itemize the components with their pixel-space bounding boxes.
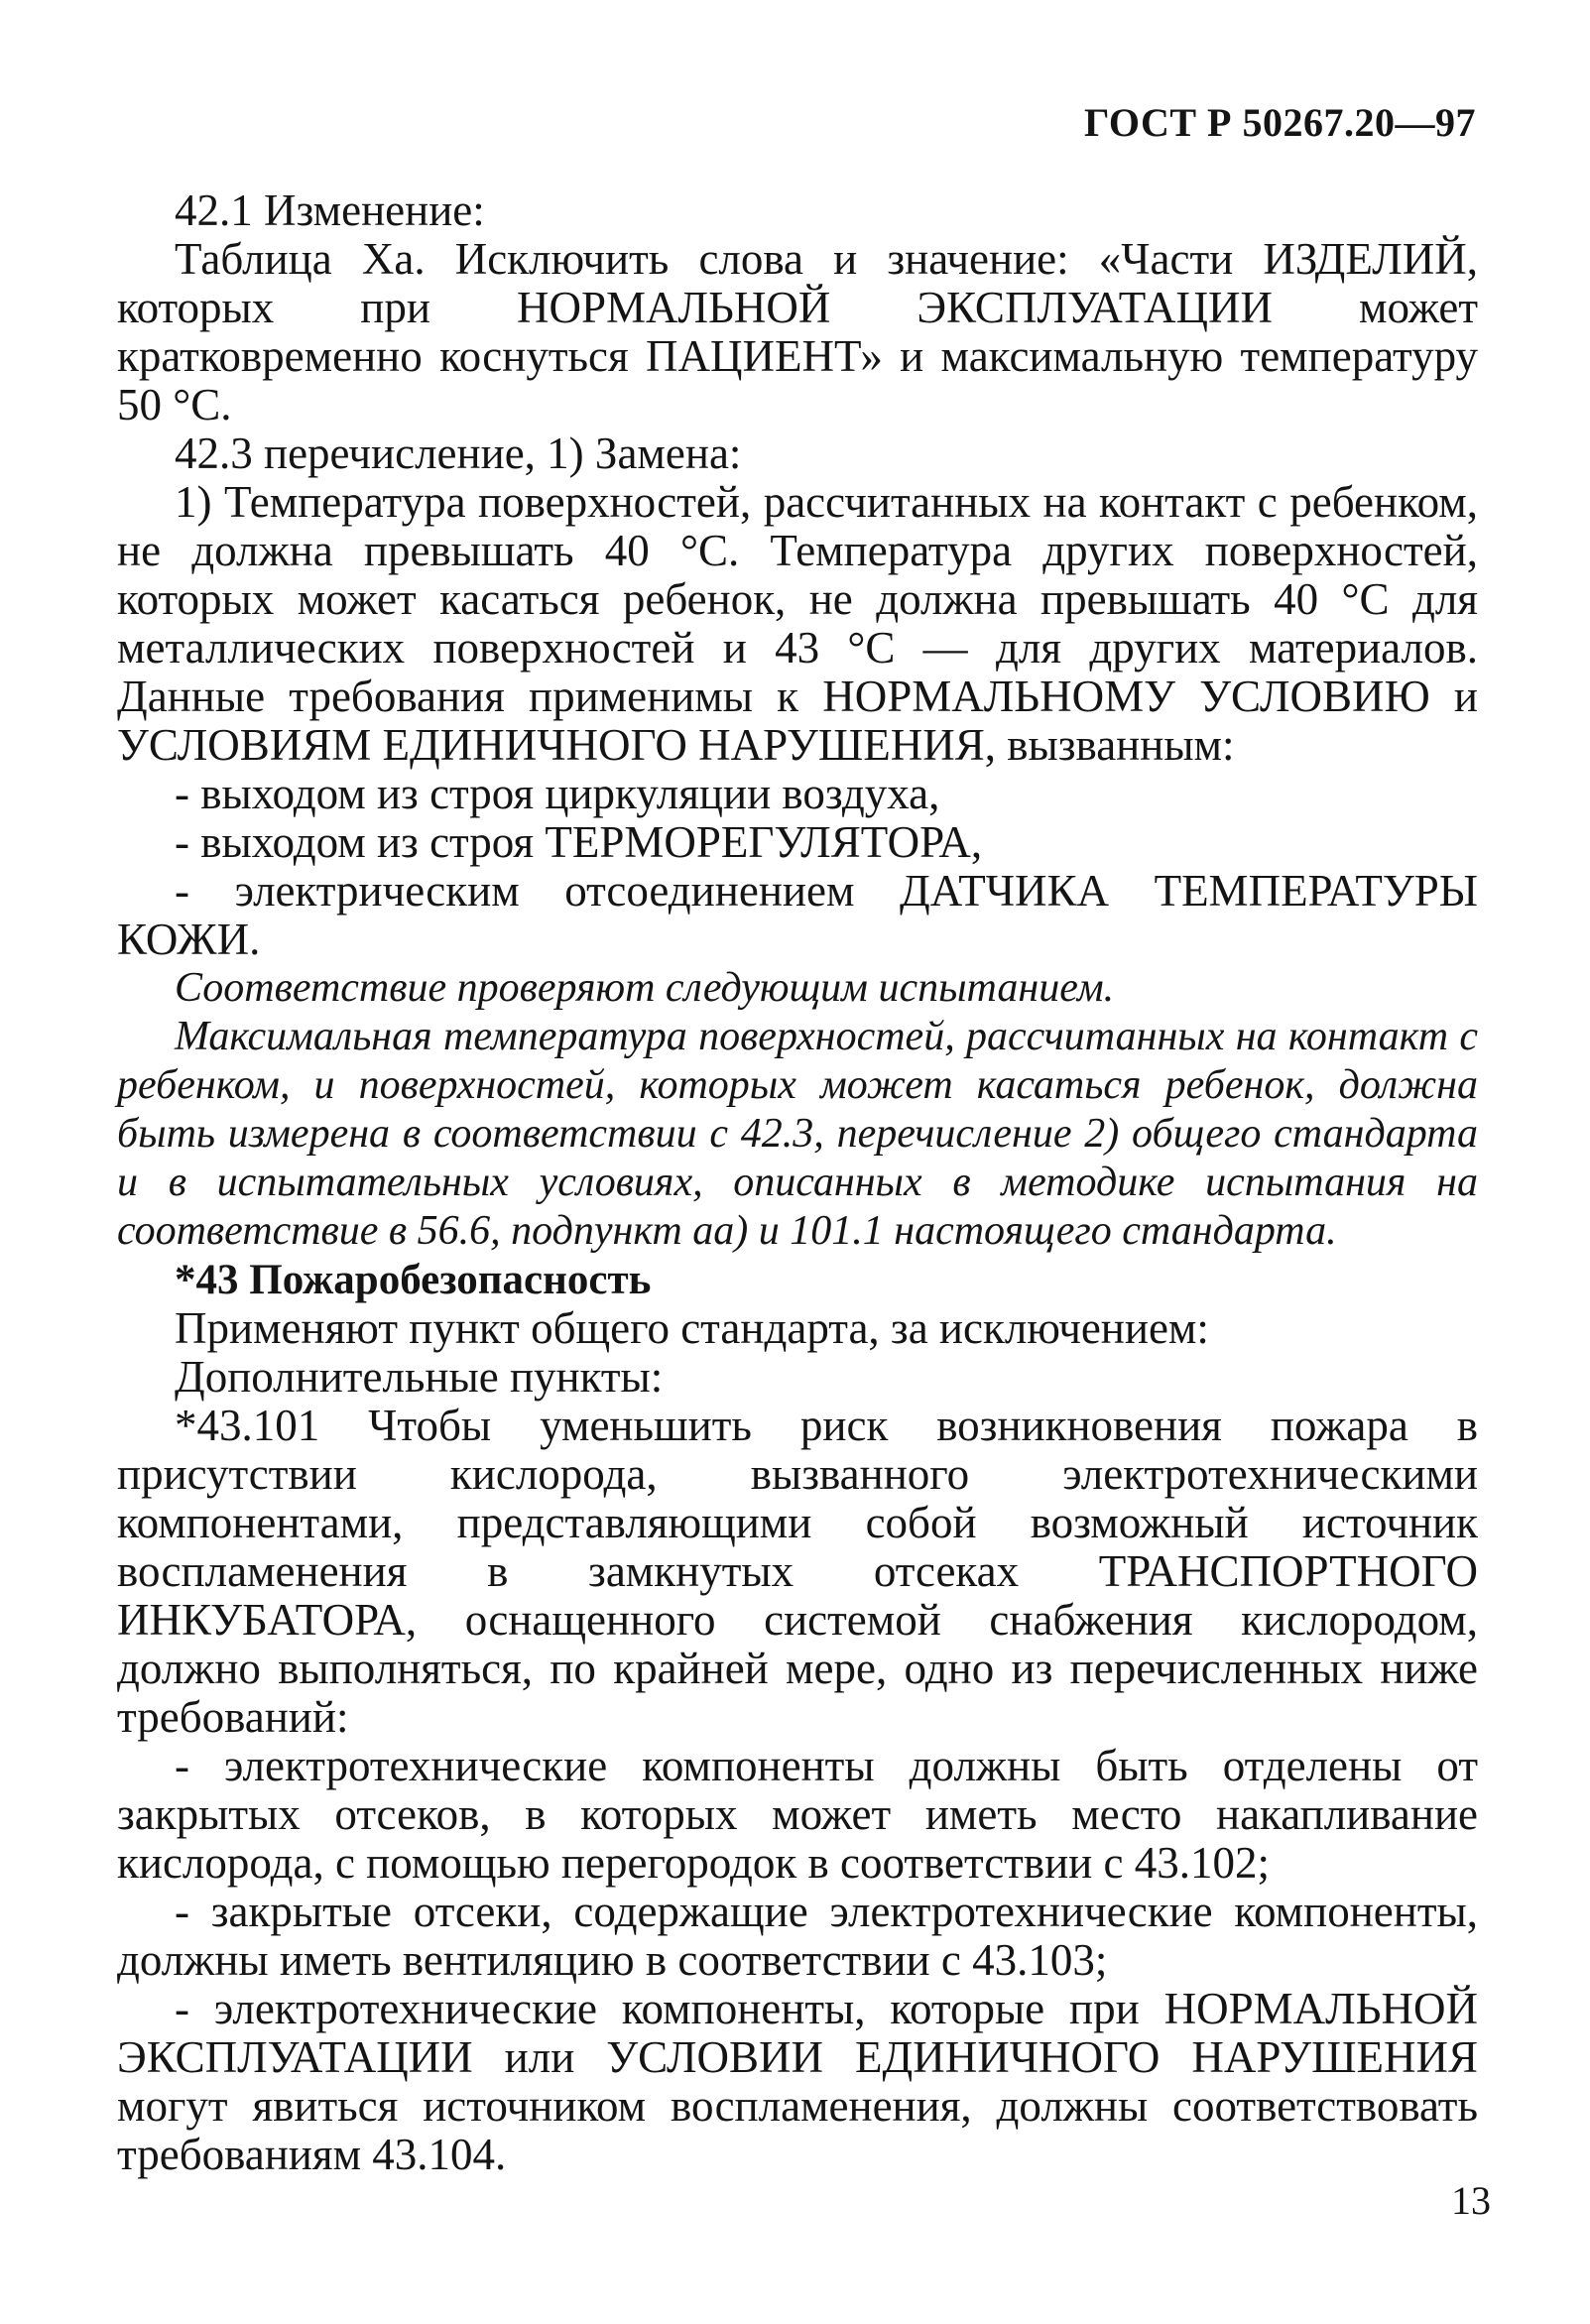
clause-42-3-title: 42.3 перечисление, 1) Замена: <box>175 428 742 478</box>
document-body <box>117 186 1478 2179</box>
additional-clauses-label: Дополнительные пункты: <box>175 1352 664 1402</box>
clause-42-1-text: Таблица Ха. Исключить слова и значение: «Части ИЗДЕЛИЙ, которых при НОРМАЛЬНОЙ ЭКСПЛУАТАЦИИ может кратковременно коснуться ПАЦИЕНТ» и максимальную температуру 50 °С. <box>117 234 1478 429</box>
list-item: - выходом из строя циркуляции воздуха, <box>175 769 940 818</box>
clause-42-3-text: 1) Температура поверхностей, рассчитанных на контакт с ребенком, не должна превышать 40 °С. Температура других поверхностей, которых может касаться ребенок, не должна превышать 40 °С для металлических поверхностей и 43 °С — для других материалов. Данные требования применимы к НОРМАЛЬНОМУ УСЛОВИЮ и УСЛОВИЯМ ЕДИНИЧНОГО НАРУШЕНИЯ, вызванным: <box>117 477 1478 770</box>
list-item: - выходом из строя ТЕРМОРЕГУЛЯТОРА, <box>175 817 983 867</box>
clause-43-intro: Применяют пункт общего стандарта, за исключением: <box>175 1303 1209 1353</box>
clause-42-1-title: 42.1 Изменение: <box>175 185 485 235</box>
list-item: - электрическим отсоединением ДАТЧИКА ТЕМПЕРАТУРЫ КОЖИ. <box>117 866 1478 964</box>
list-item: - электротехнические компоненты должны быть отделены от закрытых отсеков, в которых может иметь место накапливание кислорода, с помощью перегородок в соответствии с 43.102; <box>117 1741 1478 1888</box>
section-43-heading: *43 Пожаробезопасность <box>175 1257 652 1303</box>
document-header-standard-id: ГОСТ Р 50267.20—97 <box>1083 100 1476 145</box>
page-number: 13 <box>1451 2178 1491 2223</box>
compliance-check-note: Соответствие проверяют следующим испытанием. <box>175 965 1115 1011</box>
list-item: - закрытые отсеки, содержащие электротехнические компоненты, должны иметь вентиляцию в соответствии с 43.103; <box>117 1887 1478 1985</box>
compliance-test-text: Максимальная температура поверхностей, рассчитанных на контакт с ребенком, и поверхностей, которых может касаться ребенок, должна быть измерена в соответствии с 42.3, перечисление 2) общего стандарта и в испытательных условиях, описанных в методике испытания на соответствие в 56.6, подпункт аа) и 101.1 настоящего стандарта. <box>117 1014 1478 1254</box>
clause-43-101-text: *43.101 Чтобы уменьшить риск возникновения пожара в присутствии кислорода, вызванного электротехническими компонентами, представляющими собой возможный источник воспламенения в замкнутых отсеках ТРАНСПОРТНОГО ИНКУБАТОРА, оснащенного системой снабжения кислородом, должно выполняться, по крайней мере, одно из перечисленных ниже требований: <box>117 1401 1478 1742</box>
list-item: - электротехнические компоненты, которые при НОРМАЛЬНОЙ ЭКСПЛУАТАЦИИ или УСЛОВИИ ЕДИНИЧНОГО НАРУШЕНИЯ могут явиться источником воспламенения, должны соответствовать требованиям 43.104. <box>117 1984 1478 2179</box>
